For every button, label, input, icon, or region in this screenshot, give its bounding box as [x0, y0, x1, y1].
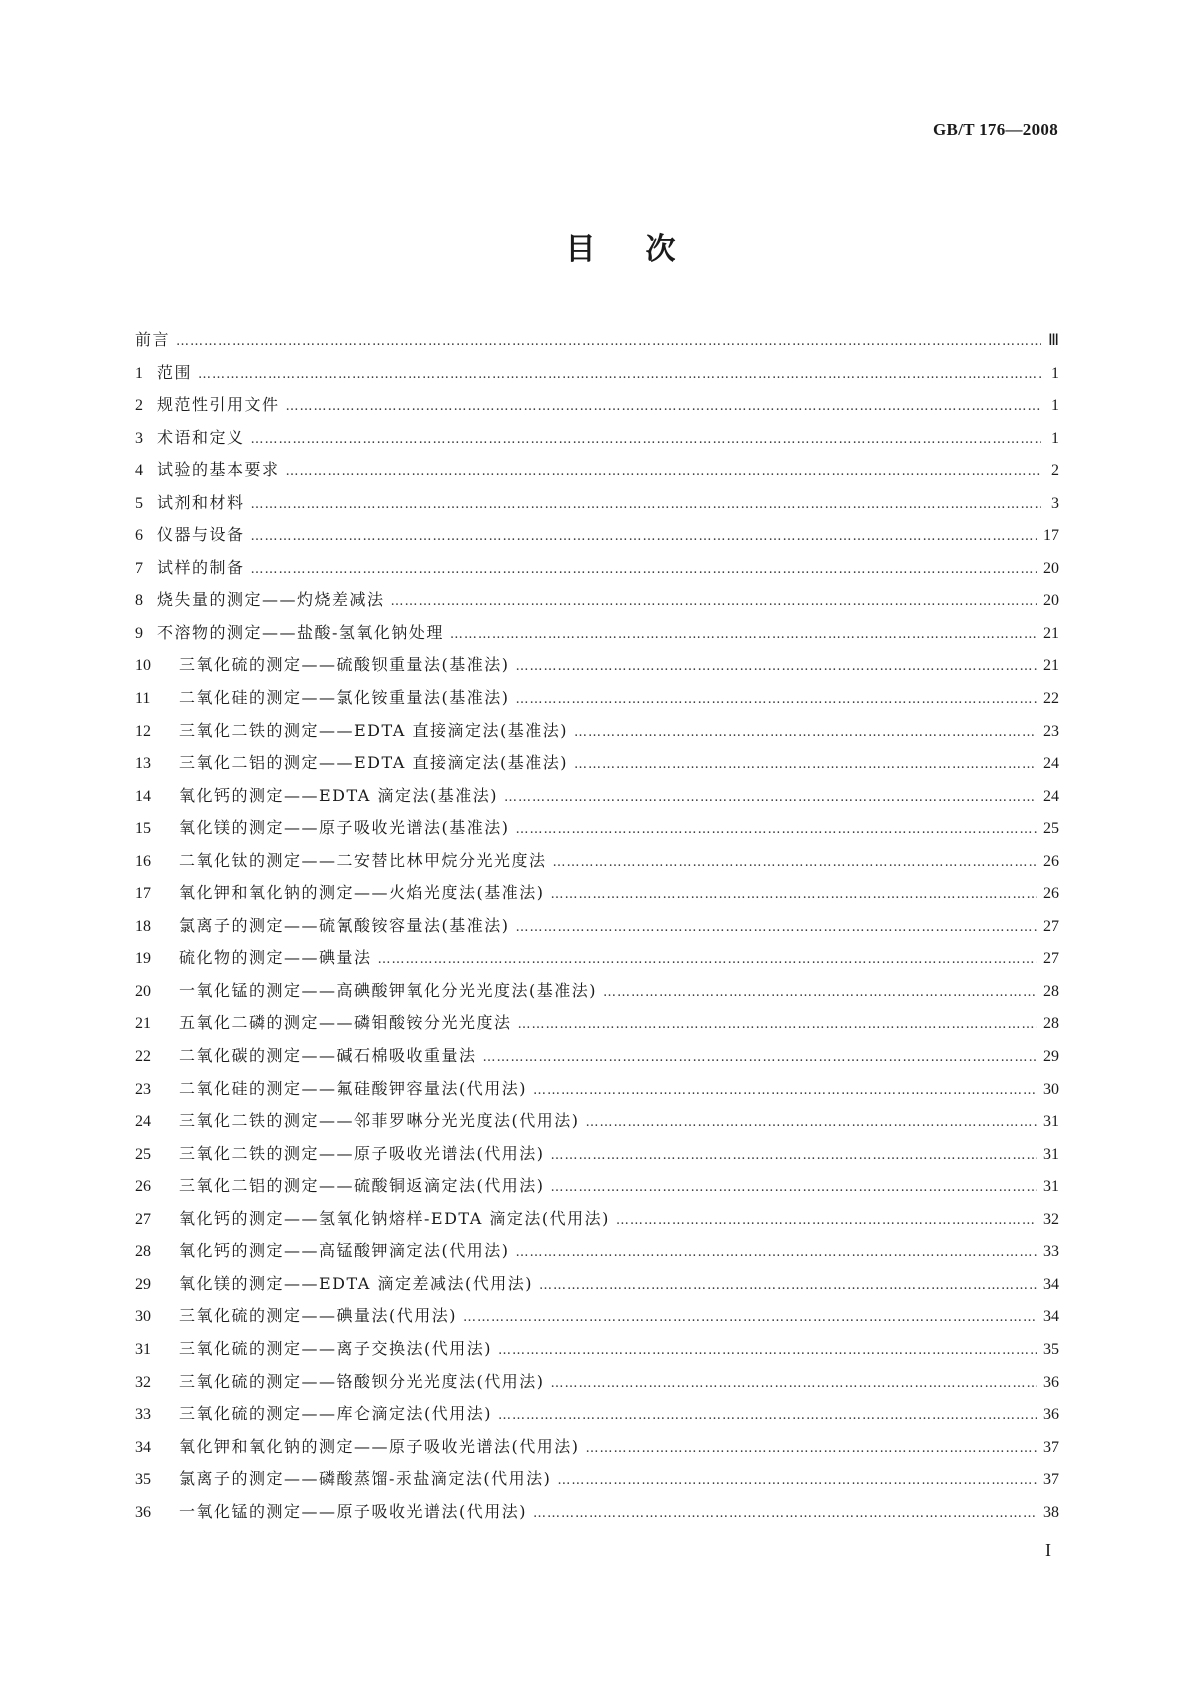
toc-entry-label: 三氧化二铁的测定——邻菲罗啉分光光度法(代用法) [179, 1111, 580, 1131]
toc-entry-page: 26 [1043, 885, 1059, 903]
toc-entry-label: 二氧化碳的测定——碱石棉吸收重量法 [179, 1046, 477, 1066]
toc-entry-label: 氧化镁的测定——EDTA 滴定差减法(代用法) [179, 1273, 533, 1293]
toc-entry-page: 33 [1043, 1243, 1059, 1261]
dot-leader [504, 790, 1037, 805]
table-of-contents [135, 327, 1059, 1531]
toc-entry-label: 氧化钙的测定——EDTA 滴定法(基准法) [179, 785, 498, 805]
toc-entry[interactable] [135, 848, 1059, 881]
toc-entry-label: 氧化钾和氧化钠的测定——火焰光度法(基准法) [179, 883, 545, 903]
dot-leader [586, 1441, 1038, 1456]
toc-entry[interactable] [135, 425, 1059, 458]
toc-entry-number: 23 [135, 1080, 151, 1098]
toc-entry-page: 28 [1043, 982, 1059, 1000]
page-number: I [1045, 1540, 1051, 1560]
dot-leader [551, 1148, 1038, 1163]
dot-leader [391, 594, 1037, 609]
toc-entry[interactable] [135, 815, 1059, 848]
toc-entry-number: 34 [135, 1438, 151, 1456]
toc-entry-label: 三氧化硫的测定——碘量法(代用法) [179, 1306, 457, 1326]
toc-entry-label: 二氧化钛的测定——二安替比林甲烷分光光度法 [179, 850, 547, 870]
dot-leader [551, 1376, 1038, 1391]
toc-entry-label: 二氧化硅的测定——氯化铵重量法(基准法) [179, 688, 510, 708]
toc-entry-page: 21 [1043, 624, 1059, 642]
page-title: 目次 [565, 232, 726, 267]
dot-leader [516, 659, 1038, 674]
toc-entry-page: Ⅲ [1047, 332, 1059, 349]
toc-entry-label: 规范性引用文件 [157, 395, 280, 415]
toc-entry-page: 34 [1043, 1275, 1059, 1293]
toc-entry[interactable] [135, 327, 1059, 360]
dot-leader [286, 464, 1041, 479]
toc-entry-page: 27 [1043, 950, 1059, 968]
toc-entry[interactable] [135, 1271, 1059, 1304]
toc-entry-page: 21 [1043, 657, 1059, 675]
toc-entry[interactable] [135, 1010, 1059, 1043]
toc-entry-label: 二氧化硅的测定——氟硅酸钾容量法(代用法) [179, 1078, 527, 1098]
dot-leader [378, 952, 1037, 967]
toc-entry-page: 24 [1043, 755, 1059, 773]
toc-entry-label: 一氧化锰的测定——高碘酸钾氧化分光光度法(基准法) [179, 980, 597, 1000]
toc-entry-number: 8 [135, 592, 143, 610]
toc-entry-label: 硫化物的测定——碘量法 [179, 948, 372, 968]
toc-entry[interactable] [135, 1466, 1059, 1499]
dot-leader [551, 887, 1038, 902]
toc-entry[interactable] [135, 1336, 1059, 1369]
toc-entry[interactable] [135, 522, 1059, 555]
toc-entry-page: 22 [1043, 690, 1059, 708]
toc-entry[interactable] [135, 783, 1059, 816]
toc-entry-label: 氧化镁的测定——原子吸收光谱法(基准法) [179, 818, 510, 838]
toc-entry-number: 12 [135, 722, 151, 740]
toc-entry[interactable] [135, 718, 1059, 751]
toc-entry[interactable] [135, 1043, 1059, 1076]
toc-entry-page: 1 [1051, 429, 1059, 447]
dot-leader [574, 757, 1037, 772]
toc-entry-number: 25 [135, 1145, 151, 1163]
dot-leader [251, 529, 1037, 544]
toc-entry[interactable] [135, 587, 1059, 620]
dot-leader [586, 1115, 1038, 1130]
toc-entry-number: 6 [135, 527, 143, 545]
toc-entry[interactable] [135, 1206, 1059, 1239]
toc-entry[interactable] [135, 457, 1059, 490]
toc-entry[interactable] [135, 555, 1059, 588]
toc-entry-page: 1 [1051, 364, 1059, 382]
toc-entry-number: 31 [135, 1340, 151, 1358]
dot-leader [533, 1506, 1037, 1521]
toc-entry-number: 7 [135, 559, 143, 577]
toc-entry-number: 32 [135, 1373, 151, 1391]
toc-entry[interactable] [135, 1238, 1059, 1271]
dot-leader [539, 1278, 1037, 1293]
toc-entry-page: 31 [1043, 1145, 1059, 1163]
dot-leader [516, 822, 1038, 837]
toc-entry-label: 三氧化硫的测定——硫酸钡重量法(基准法) [179, 655, 510, 675]
toc-entry-label: 试验的基本要求 [157, 460, 280, 480]
toc-entry-number: 10 [135, 657, 151, 675]
standard-code: GB/T 176—2008 [933, 120, 1058, 139]
toc-entry-label: 三氧化二铝的测定——EDTA 直接滴定法(基准法) [179, 753, 568, 773]
toc-entry-label: 三氧化硫的测定——库仑滴定法(代用法) [179, 1404, 492, 1424]
dot-leader [516, 1245, 1038, 1260]
dot-leader [553, 855, 1037, 870]
toc-entry-number: 3 [135, 429, 143, 447]
toc-entry-page: 20 [1043, 592, 1059, 610]
toc-entry-number: 16 [135, 852, 151, 870]
toc-entry-page: 25 [1043, 820, 1059, 838]
toc-entry-label: 不溶物的测定——盐酸-氢氧化钠处理 [157, 622, 444, 642]
dot-leader [251, 562, 1037, 577]
toc-entry-number: 22 [135, 1048, 151, 1066]
toc-entry[interactable] [135, 652, 1059, 685]
dot-leader [574, 725, 1037, 740]
toc-entry[interactable] [135, 945, 1059, 978]
toc-entry-label: 五氧化二磷的测定——磷钼酸铵分光光度法 [179, 1013, 512, 1033]
toc-entry-label: 氧化钙的测定——氢氧化钠熔样-EDTA 滴定法(代用法) [179, 1208, 610, 1228]
toc-entry-page: 23 [1043, 722, 1059, 740]
toc-entry[interactable] [135, 620, 1059, 653]
dot-leader [516, 920, 1038, 935]
toc-entry-page: 36 [1043, 1406, 1059, 1424]
toc-entry-label: 三氧化硫的测定——铬酸钡分光光度法(代用法) [179, 1371, 545, 1391]
toc-entry-label: 烧失量的测定——灼烧差减法 [157, 590, 385, 610]
toc-entry-label: 氧化钙的测定——高锰酸钾滴定法(代用法) [179, 1241, 510, 1261]
toc-entry[interactable] [135, 490, 1059, 523]
dot-leader [450, 627, 1037, 642]
dot-leader [603, 985, 1037, 1000]
toc-entry-label: 范围 [157, 362, 193, 382]
dot-leader [616, 1213, 1037, 1228]
toc-entry[interactable] [135, 1108, 1059, 1141]
toc-entry-number: 2 [135, 397, 143, 415]
toc-entry[interactable] [135, 685, 1059, 718]
toc-entry-label: 仪器与设备 [157, 525, 245, 545]
toc-entry-label: 一氧化锰的测定——原子吸收光谱法(代用法) [179, 1501, 527, 1521]
toc-entry-label: 三氧化二铁的测定——EDTA 直接滴定法(基准法) [179, 720, 568, 740]
toc-entry-page: 38 [1043, 1503, 1059, 1521]
toc-entry-number: 14 [135, 787, 151, 805]
toc-entry-number: 24 [135, 1113, 151, 1131]
toc-entry-label: 氧化钾和氧化钠的测定——原子吸收光谱法(代用法) [179, 1436, 580, 1456]
dot-leader [198, 367, 1041, 382]
toc-entry-number: 9 [135, 624, 143, 642]
dot-leader [551, 1180, 1038, 1195]
toc-entry-number: 29 [135, 1275, 151, 1293]
dot-leader [176, 334, 1041, 349]
toc-entry[interactable] [135, 392, 1059, 425]
toc-entry-label: 三氧化硫的测定——离子交换法(代用法) [179, 1338, 492, 1358]
dot-leader [516, 692, 1038, 707]
toc-entry[interactable] [135, 1499, 1059, 1532]
toc-entry-page: 17 [1043, 527, 1059, 545]
toc-entry-number: 5 [135, 494, 143, 512]
dot-leader [286, 399, 1041, 414]
toc-entry-label: 试样的制备 [157, 557, 245, 577]
dot-leader [483, 1050, 1037, 1065]
toc-entry-number: 36 [135, 1503, 151, 1521]
toc-entry-label: 术语和定义 [157, 427, 245, 447]
toc-entry-page: 27 [1043, 917, 1059, 935]
toc-entry-page: 24 [1043, 787, 1059, 805]
dot-leader [463, 1310, 1037, 1325]
toc-entry-number: 15 [135, 820, 151, 838]
toc-entry-label: 氯离子的测定——硫氰酸铵容量法(基准法) [179, 915, 510, 935]
toc-entry-page: 1 [1051, 397, 1059, 415]
toc-entry-number: 30 [135, 1308, 151, 1326]
toc-entry[interactable] [135, 1173, 1059, 1206]
toc-entry-page: 3 [1051, 494, 1059, 512]
toc-entry-number: 1 [135, 364, 143, 382]
toc-entry-number: 20 [135, 982, 151, 1000]
toc-entry-number: 4 [135, 462, 143, 480]
toc-entry-page: 28 [1043, 1015, 1059, 1033]
toc-entry[interactable] [135, 1303, 1059, 1336]
toc-entry-page: 31 [1043, 1178, 1059, 1196]
toc-entry-page: 29 [1043, 1048, 1059, 1066]
dot-leader [498, 1343, 1037, 1358]
toc-entry-number: 18 [135, 917, 151, 935]
toc-entry[interactable] [135, 913, 1059, 946]
toc-entry[interactable] [135, 1401, 1059, 1434]
toc-entry[interactable] [135, 1076, 1059, 1109]
toc-entry-number: 11 [135, 690, 151, 708]
toc-entry[interactable] [135, 360, 1059, 393]
toc-entry-number: 33 [135, 1406, 151, 1424]
toc-entry-number: 17 [135, 885, 151, 903]
toc-entry-number: 13 [135, 755, 151, 773]
dot-leader [251, 497, 1041, 512]
toc-entry-number: 35 [135, 1471, 151, 1489]
dot-leader [498, 1408, 1037, 1423]
toc-entry-page: 31 [1043, 1113, 1059, 1131]
toc-entry-page: 30 [1043, 1080, 1059, 1098]
dot-leader [533, 1083, 1037, 1098]
toc-entry[interactable] [135, 1141, 1059, 1174]
toc-entry-number: 26 [135, 1178, 151, 1196]
toc-entry-page: 2 [1051, 462, 1059, 480]
toc-entry-page: 37 [1043, 1438, 1059, 1456]
toc-entry-label: 三氧化二铝的测定——硫酸铜返滴定法(代用法) [179, 1176, 545, 1196]
toc-entry-number: 27 [135, 1210, 151, 1228]
toc-entry-label: 氯离子的测定——磷酸蒸馏-汞盐滴定法(代用法) [179, 1469, 552, 1489]
toc-entry[interactable] [135, 1434, 1059, 1467]
toc-entry-number: 19 [135, 950, 151, 968]
toc-entry[interactable] [135, 750, 1059, 783]
toc-entry-page: 35 [1043, 1340, 1059, 1358]
toc-entry-page: 34 [1043, 1308, 1059, 1326]
toc-entry[interactable] [135, 880, 1059, 913]
toc-entry-number: 21 [135, 1015, 151, 1033]
toc-entry-page: 32 [1043, 1210, 1059, 1228]
dot-leader [518, 1017, 1037, 1032]
toc-entry-page: 37 [1043, 1471, 1059, 1489]
toc-entry-page: 36 [1043, 1373, 1059, 1391]
toc-entry-label: 试剂和材料 [157, 492, 245, 512]
toc-entry-number: 28 [135, 1243, 151, 1261]
toc-entry-label: 三氧化二铁的测定——原子吸收光谱法(代用法) [179, 1143, 545, 1163]
toc-entry-page: 20 [1043, 559, 1059, 577]
toc-entry[interactable] [135, 978, 1059, 1011]
toc-entry-page: 26 [1043, 852, 1059, 870]
dot-leader [251, 432, 1041, 447]
dot-leader [557, 1473, 1037, 1488]
toc-entry[interactable] [135, 1369, 1059, 1402]
toc-entry-label: 前言 [135, 330, 171, 349]
